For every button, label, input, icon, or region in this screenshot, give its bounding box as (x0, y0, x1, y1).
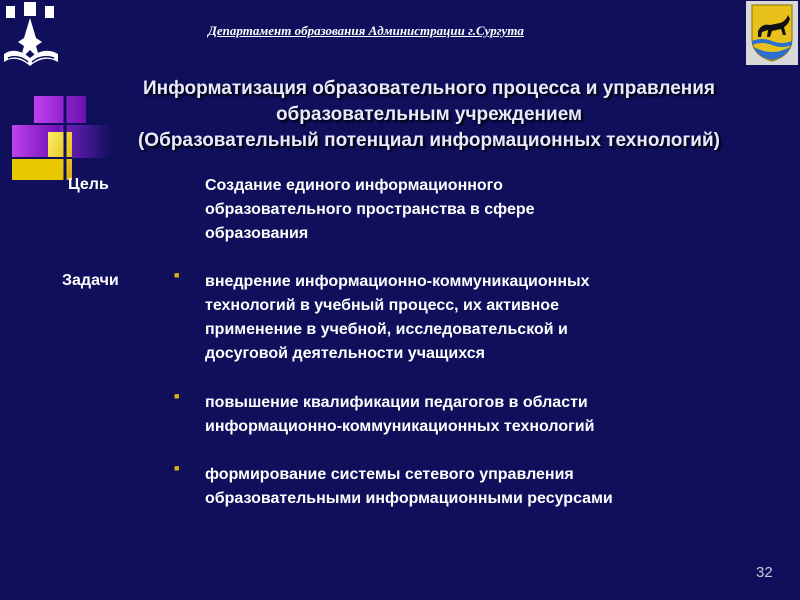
title-line: Информатизация образовательного процесса и управления (142, 78, 715, 99)
title-line: образовательным учреждением (275, 104, 583, 125)
task-line: внедрение информационно-коммуникационных (205, 273, 590, 290)
goal-line: образовательного пространства в сфере (205, 201, 535, 218)
goal-text (205, 174, 745, 246)
title-line: (Образовательный потенциал информационных технологий) (137, 130, 720, 151)
task-item (205, 463, 765, 511)
task-line: формирование системы сетевого управления (205, 466, 574, 483)
goal-label: Цель (68, 176, 109, 193)
tasks-label: Задачи (62, 272, 119, 289)
surgut-coat-of-arms-icon (746, 1, 798, 65)
page-number: 32 (756, 564, 773, 581)
task-line: применение в учебной, исследовательской и (205, 321, 568, 338)
task-line: досуговой деятельности учащихся (205, 345, 485, 362)
square-bullet-icon: ■ (174, 463, 180, 473)
task-line: повышение квалификации педагогов в области (205, 394, 588, 411)
goal-line: Создание единого информационного (205, 177, 503, 194)
task-item (205, 270, 765, 366)
task-line: образовательными информационными ресурсами (205, 490, 613, 507)
task-line: информационно-коммуникационных технологий (205, 418, 595, 435)
task-item (205, 391, 765, 439)
department-header: Департамент образования Администрации г.Сургута (208, 23, 524, 38)
goal-line: образования (205, 225, 309, 242)
education-emblem-icon (2, 2, 60, 68)
task-line: технологий в учебный процесс, их активное (205, 297, 559, 314)
slide-title (60, 76, 798, 154)
square-bullet-icon: ■ (174, 270, 180, 280)
square-bullet-icon: ■ (174, 391, 180, 401)
